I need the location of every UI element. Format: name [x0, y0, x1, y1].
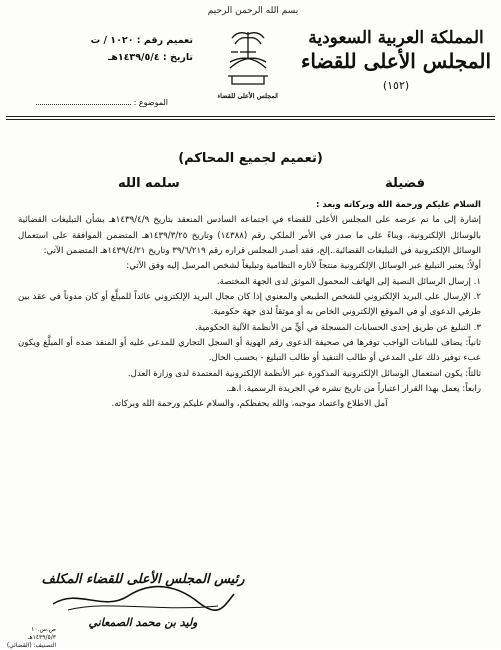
addressee-blessing: سلمه الله [118, 176, 180, 191]
org-number: (١٥٢) [382, 79, 410, 92]
subject-field [8, 98, 168, 107]
organization-header [301, 28, 491, 92]
greeting: السلام عليكم ورحمة الله وبركاته وبعد : [315, 200, 481, 210]
org-name-council: المجلس الأعلى للقضاء [300, 49, 491, 73]
circular-meta [8, 32, 193, 66]
addressee: فضيلة [385, 176, 425, 191]
header-divider [6, 116, 495, 117]
list-item-1: ١. إرسال الرسائل النصية إلى الهاتف المحمول الموثق لدى الجهة المختصة. [216, 276, 481, 287]
footer-date: ١٤٣٩/٥/٣هـ [27, 634, 56, 641]
subject-line [36, 104, 131, 105]
header-divider-thin [6, 119, 495, 120]
org-name-country: المملكة العربية السعودية [308, 28, 484, 48]
signatory-title: رئيس المجلس الأعلى للقضاء المكلف [41, 572, 245, 587]
paragraph-third: ثالثاً: يكون استعمال الوسائل الإلكترونية المذكورة عبر الأنظمة الإلكترونية المعتمدة لدى وزارة العدل. [127, 368, 481, 379]
subject-label: الموضوع : [133, 98, 168, 107]
paragraph-fourth: رابعاً: يعمل بهذا القرار اعتباراً من تاريخ نشره في الجريدة الرسمية. ا.هـ. [226, 384, 481, 395]
paragraph-second: ثانياً: يضاف للبيانات الواجب توفرها في صحيفة الدعوى رقم الهوية أو السجل التجاري للمدعى عليه أو المنفذ ضده أو المبلَّغ ويكون عبء توفير ذلك على المدعي أو طالب التنفيذ أو طالب التبليغ - بحسب الحال. [18, 338, 481, 364]
circular-date: تاريخ : ١٤٣٩/٥/٤هـ [107, 52, 193, 63]
emblem-caption: المجلس الأعلى للقضاء [218, 92, 278, 100]
paragraph-intro: إشارة إلى ما تم عرضه على المجلس الأعلى للقضاء في اجتماعه السادس المنعقد بتاريخ ١٤٣٩/٤/٩هـ بشأن التبليغات القضائية بالوسائل الإلكترونية، وبناءً على ما صدر في الأمر الملكي رقم (١٤٣٨٨) وتاريخ ١٤٣٩/٣/٢٥هـ المتضمن الموافقة على استعمال الوسائل الإلكترونية في التبليغات القضائية..إلخ، فقد أصدر المجلس قراره رقم ٣٩/٦/٢١٩ وتاريخ ١٤٣٩/٤/٢١هـ المتضمن الآتي: [18, 215, 481, 257]
document-title: (تعميم لجميع المحاكم) [178, 151, 323, 166]
footer-ref: ص.س.١٠ [31, 626, 56, 633]
signature-scribble-icon [48, 582, 238, 616]
closing-line: آمل الاطلاع واعتماد موجبه، والله يحفظكم، والسلام عليكم ورحمة الله وبركاته. [111, 399, 388, 410]
council-emblem [218, 22, 278, 112]
signature-block [38, 572, 248, 629]
list-item-2: ٢. الإرسال على البريد الإلكتروني للشخص الطبيعي والمعنوي إذا كان مجال البريد الإلكتروني عائداً للمبلَّغ أو كان مدوناً في عقد بين طرفي الدعوى أو في الموقع الإلكتروني الخاص به أو موثقاً لدى جهة حكومية. [18, 292, 481, 318]
palm-swords-icon [218, 22, 278, 112]
circular-number: تعميم رقم : ١٠٢٠ / ت [90, 35, 193, 46]
basmala: بسم الله الرحمن الرحيم [207, 6, 299, 16]
letter-body [18, 198, 481, 413]
signatory-name: وليد بن محمد الصمعاني [88, 616, 198, 629]
list-item-3: ٣. التبليغ عن طريق إحدى الحسابات المسجلة في أيٍّ من الأنظمة الآلية الحكومية. [195, 322, 481, 333]
paragraph-first: أولاً: يعتبر التبليغ عبر الوسائل الإلكترونية منتجاً لآثاره النظامية وتبليغاً لشخص المرسل إليه وفق الآتي: [126, 261, 481, 272]
footer-classification: التصنيف: (القضائي) [6, 642, 56, 649]
footer-reference [6, 626, 56, 650]
